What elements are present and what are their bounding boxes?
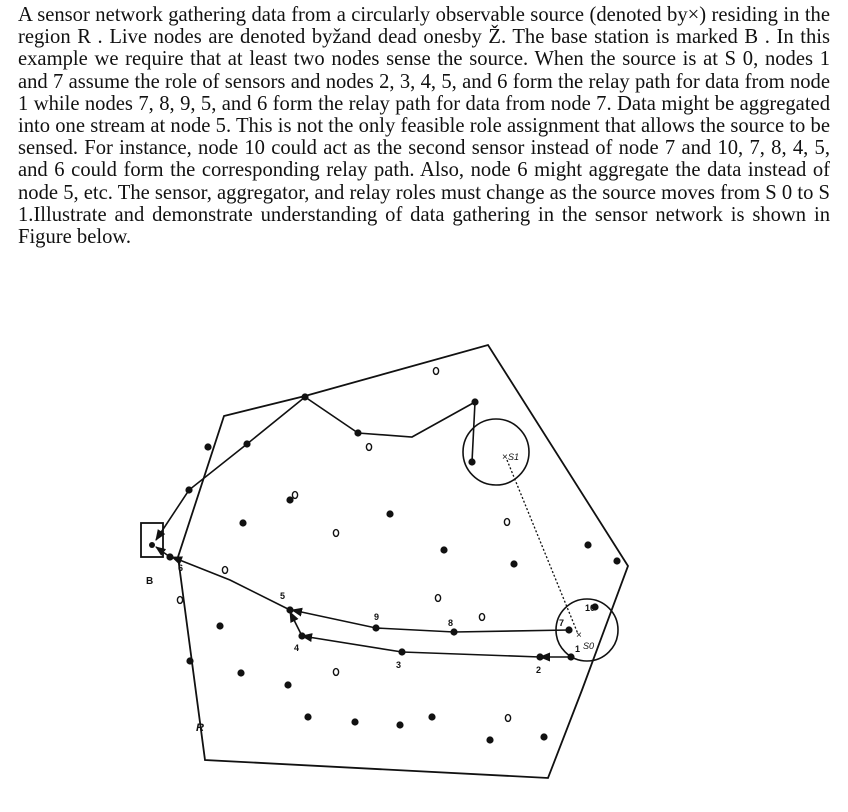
node-label-5: 5 bbox=[280, 591, 286, 601]
source-marker-s0: × bbox=[576, 630, 582, 641]
node-label-4: 4 bbox=[294, 643, 300, 653]
relay-path-top bbox=[156, 397, 475, 540]
live-node bbox=[471, 398, 478, 405]
dead-node bbox=[222, 567, 227, 574]
live-node bbox=[304, 713, 311, 720]
live-node bbox=[372, 624, 379, 631]
live-node bbox=[510, 560, 517, 567]
base-station-node bbox=[149, 542, 155, 548]
dead-nodes bbox=[177, 368, 510, 722]
node-label-7: 7 bbox=[559, 618, 565, 628]
node-label-3: 3 bbox=[396, 660, 402, 670]
description-paragraph: A sensor network gathering data from a circularly observable source (denoted by×) residing in the region R . Live nodes are denoted byžand dead onesby Ž. The base station is marked B . In this example we require that at least two nodes sense the source. When the source is at S 0, nodes 1 and 7 assume the role of sensors and nodes 2, 3, 4, 5, and 6 form the relay path for data from node 1 while nodes 7, 8, 9, 5, and 6 form the relay path for data from node 7. Data might be aggregated into one stream at node 5. This is not the only feasible role assignment that allows the source to be sensed. For instance, node 10 could act as the second sensor instead of node 7 and 10, 7, 8, 4, 5, and 6 could form the corresponding relay path. Also, node 6 might aggregate the data instead of node 5, etc. The sensor, aggregator, and relay roles must change as the source moves from S 0 to S 1.Illustrate and demonstrate understanding of data gathering in the sensor network is shown in Figure below. bbox=[18, 4, 830, 249]
relay-path-node7 bbox=[292, 610, 569, 632]
dead-node bbox=[177, 597, 182, 604]
live-node bbox=[298, 632, 305, 639]
live-node bbox=[301, 393, 308, 400]
live-node bbox=[284, 681, 291, 688]
live-node bbox=[237, 669, 244, 676]
live-node bbox=[398, 648, 405, 655]
node-label-8: 8 bbox=[448, 618, 454, 628]
region-label: R bbox=[196, 722, 204, 734]
live-node bbox=[354, 429, 361, 436]
live-node bbox=[239, 519, 246, 526]
relay-path-4-5 bbox=[290, 612, 302, 636]
dead-node bbox=[479, 614, 484, 621]
source-s0-label: S0 bbox=[583, 641, 595, 651]
live-node bbox=[216, 622, 223, 629]
live-node bbox=[428, 713, 435, 720]
sensor-network-figure bbox=[0, 300, 848, 812]
node-label-9: 9 bbox=[374, 612, 380, 622]
node-label-6: 6 bbox=[178, 563, 184, 573]
live-node bbox=[351, 718, 358, 725]
live-node bbox=[613, 557, 620, 564]
dead-node bbox=[333, 530, 338, 537]
dead-node bbox=[366, 444, 371, 451]
live-node bbox=[565, 626, 572, 633]
dead-node bbox=[435, 595, 440, 602]
live-node bbox=[536, 653, 543, 660]
node-label-10: 10 bbox=[585, 603, 596, 613]
live-node bbox=[584, 541, 591, 548]
source-marker-s1: × bbox=[502, 452, 508, 463]
region-boundary bbox=[178, 345, 628, 778]
live-node bbox=[486, 736, 493, 743]
live-node bbox=[440, 546, 447, 553]
source-movement-path bbox=[507, 460, 578, 634]
live-node bbox=[567, 653, 574, 660]
live-node bbox=[185, 486, 192, 493]
node-labels bbox=[178, 563, 595, 675]
live-node bbox=[396, 721, 403, 728]
node-label-2: 2 bbox=[536, 665, 542, 675]
dead-node bbox=[504, 519, 509, 526]
live-node bbox=[204, 443, 211, 450]
relay-path-5-6 bbox=[172, 557, 290, 610]
live-node bbox=[468, 458, 475, 465]
dead-node bbox=[333, 669, 338, 676]
live-node bbox=[166, 553, 173, 560]
node-label-1: 1 bbox=[575, 644, 581, 654]
live-node bbox=[286, 606, 293, 613]
live-node bbox=[386, 510, 393, 517]
base-station-box bbox=[141, 523, 163, 557]
dead-node bbox=[505, 715, 510, 722]
dead-node bbox=[292, 492, 297, 499]
base-station-label: B bbox=[146, 576, 154, 587]
live-node bbox=[186, 657, 193, 664]
live-node bbox=[243, 440, 250, 447]
dead-node bbox=[433, 368, 438, 375]
source-s1-label: S1 bbox=[508, 452, 520, 462]
relay-path-2-3-4 bbox=[302, 636, 540, 657]
live-node bbox=[450, 628, 457, 635]
live-node bbox=[540, 733, 547, 740]
